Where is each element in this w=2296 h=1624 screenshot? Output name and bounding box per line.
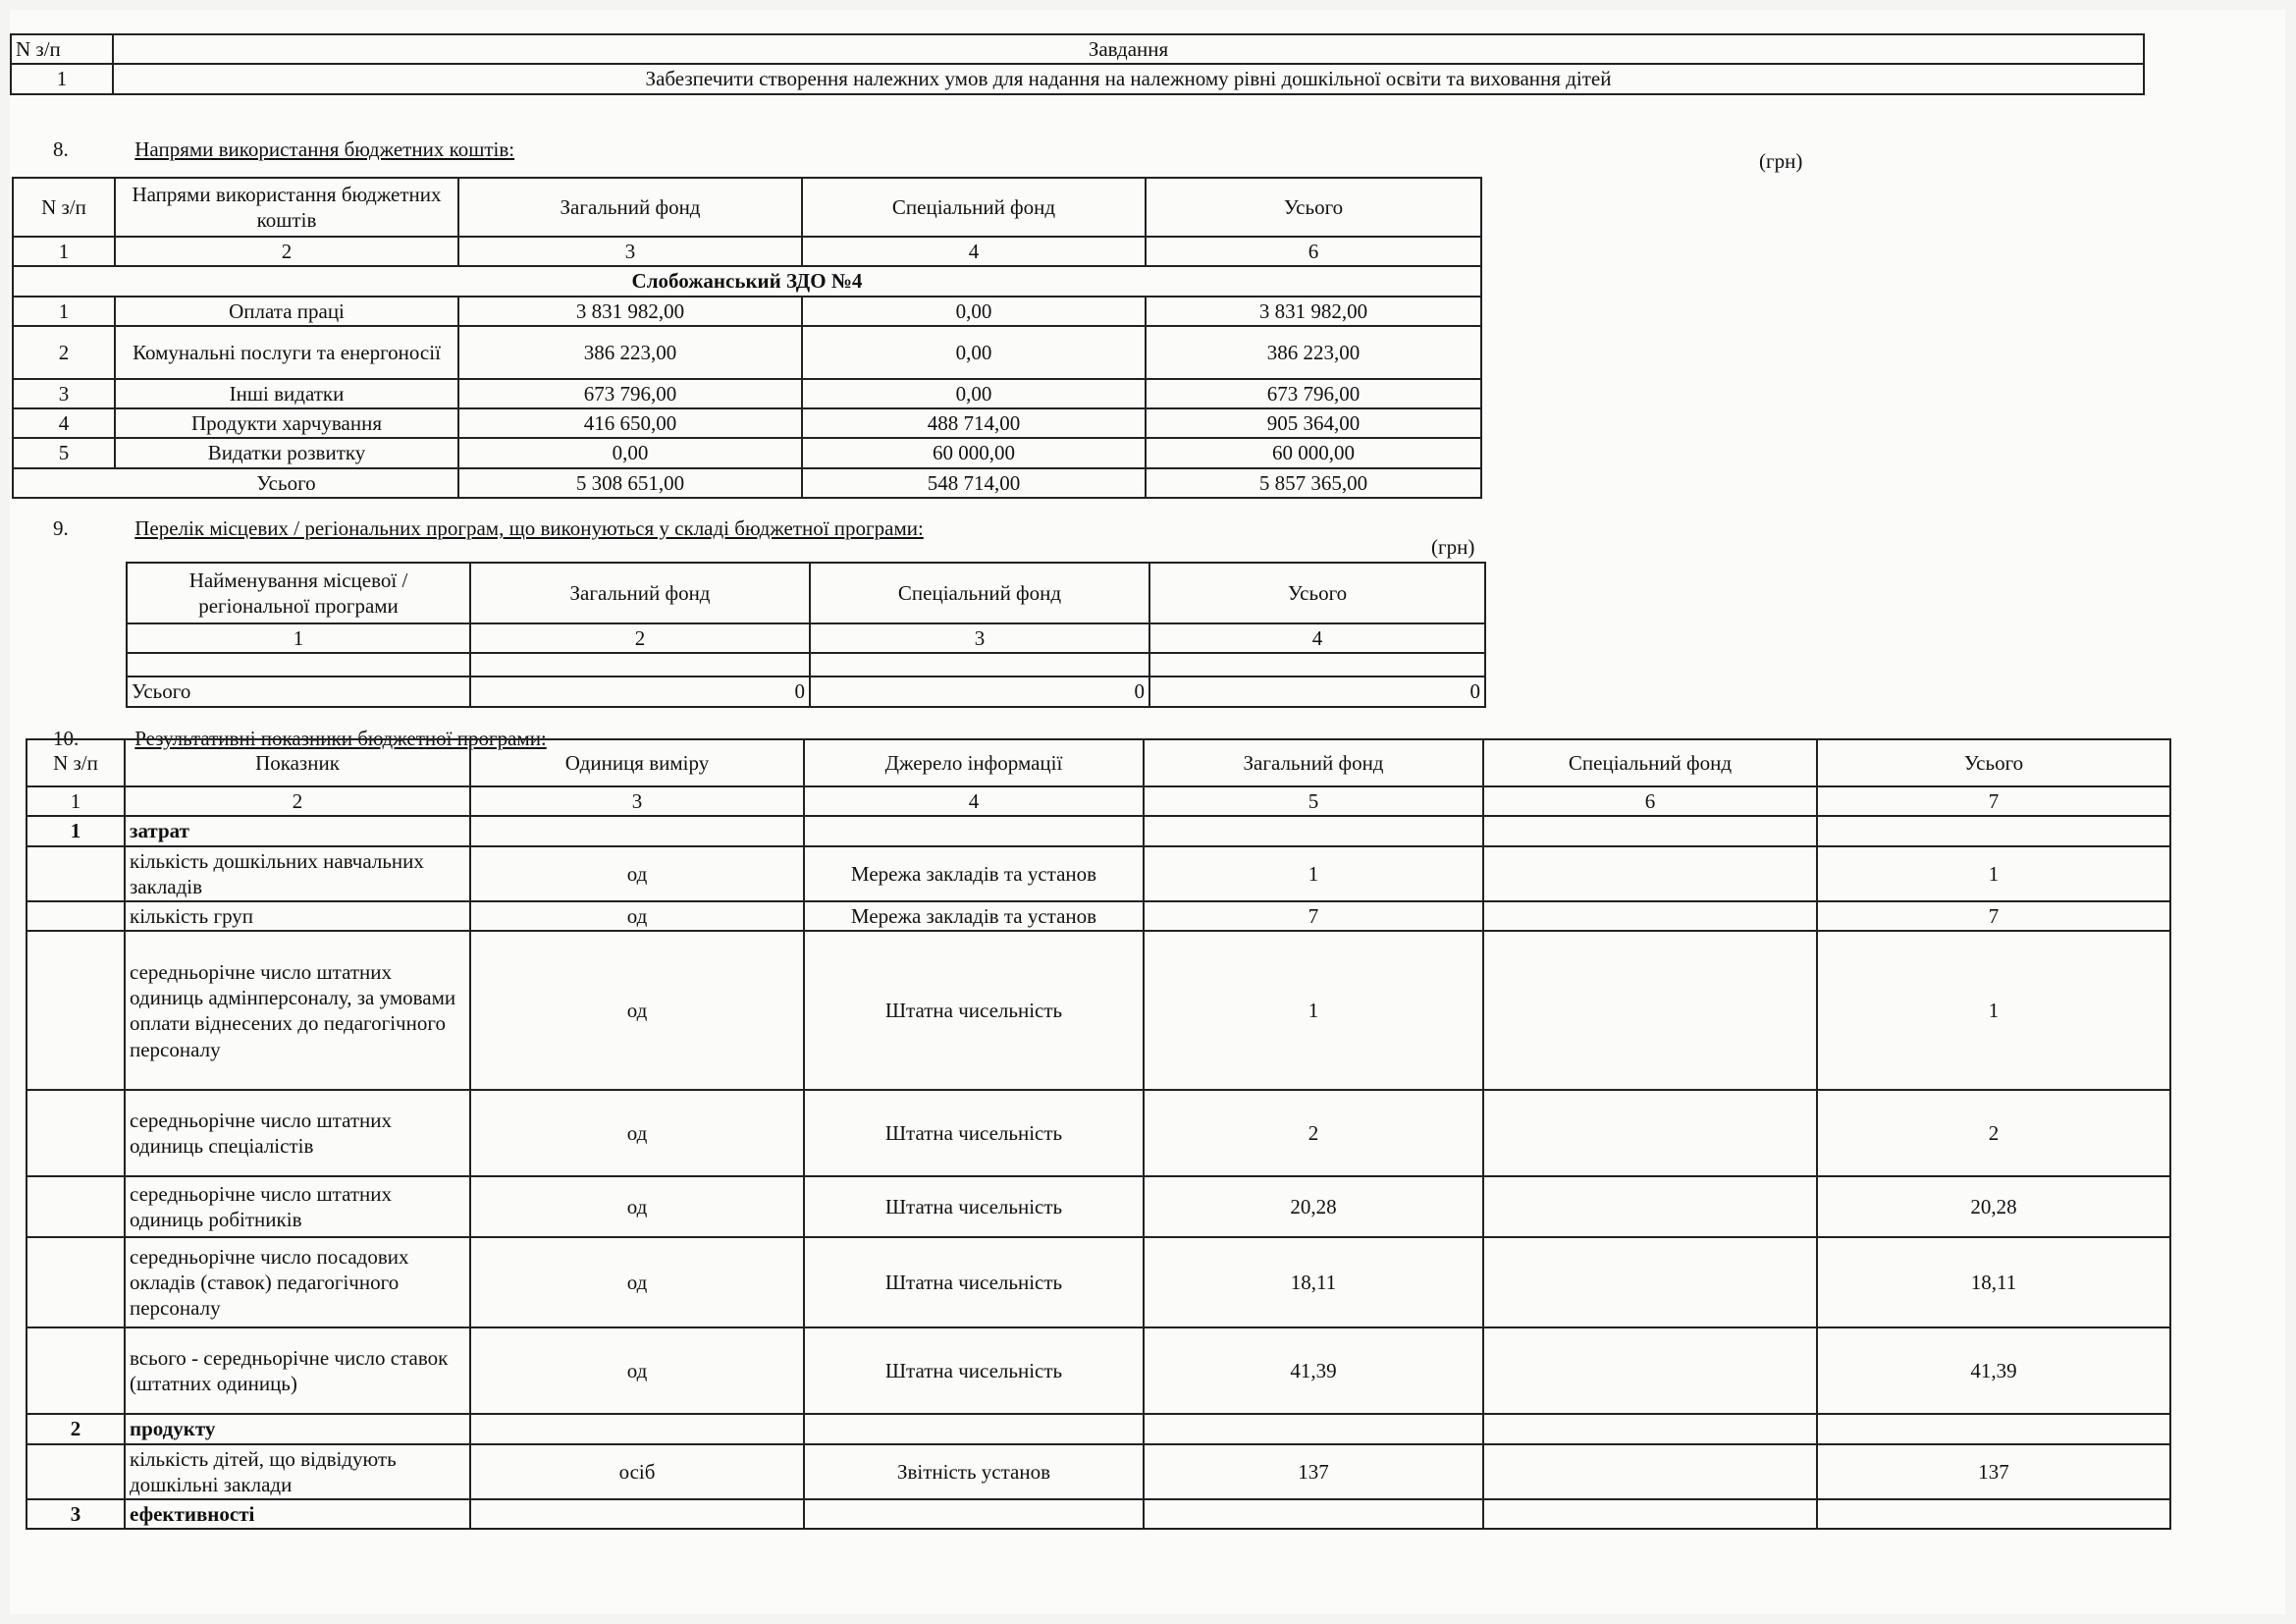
s8-row-num: 1 xyxy=(13,297,115,326)
s10-row-general: 20,28 xyxy=(1144,1176,1483,1237)
section8-title: Напрями використання бюджетних коштів: xyxy=(134,137,515,161)
s10-empty-cell xyxy=(27,846,125,902)
s8-row-name: Комунальні послуги та енергоносії xyxy=(115,326,458,379)
s10-row-source: Мережа закладів та установ xyxy=(804,846,1144,902)
s8-row-total: 673 796,00 xyxy=(1146,379,1481,408)
s10-row-source: Штатна чисельність xyxy=(804,1090,1144,1176)
s10-row-unit: од xyxy=(470,1090,804,1176)
s10-colnum: 3 xyxy=(470,786,804,816)
s10-colnum: 2 xyxy=(125,786,470,816)
s10-row-unit: од xyxy=(470,931,804,1090)
s8-row-special: 0,00 xyxy=(802,379,1146,408)
s8-total-general: 5 308 651,00 xyxy=(458,468,802,498)
s10-colnum: 4 xyxy=(804,786,1144,816)
s10-empty-cell xyxy=(804,1499,1144,1529)
s10-group-name: продукту xyxy=(125,1414,470,1443)
s10-group-name: затрат xyxy=(125,816,470,845)
s9-header-general: Загальний фонд xyxy=(470,563,810,623)
s10-header-num: N з/п xyxy=(27,739,125,786)
s10-empty-cell xyxy=(1817,1499,2170,1529)
s8-row-num: 5 xyxy=(13,438,115,467)
s8-row-general: 0,00 xyxy=(458,438,802,467)
s9-colnum: 4 xyxy=(1149,623,1485,653)
s10-row-source: Мережа закладів та установ xyxy=(804,901,1144,931)
s8-row-general: 416 650,00 xyxy=(458,408,802,438)
s10-row-total: 18,11 xyxy=(1817,1237,2170,1327)
s10-header-indicator: Показник xyxy=(125,739,470,786)
s8-colnum: 6 xyxy=(1146,237,1481,266)
col-header-task: Завдання xyxy=(113,34,2144,64)
s10-empty-cell xyxy=(27,1444,125,1500)
s8-row-special: 0,00 xyxy=(802,297,1146,326)
s8-row-special: 488 714,00 xyxy=(802,408,1146,438)
s10-row-source: Штатна чисельність xyxy=(804,1176,1144,1237)
s9-total-label: Усього xyxy=(127,677,470,706)
s10-row-unit: од xyxy=(470,1237,804,1327)
s8-row-general: 386 223,00 xyxy=(458,326,802,379)
s10-row-name: кількість дошкільних навчальних закладів xyxy=(125,846,470,902)
s9-colnum: 3 xyxy=(810,623,1149,653)
s10-row-total: 137 xyxy=(1817,1444,2170,1500)
s10-row-source: Звітність установ xyxy=(804,1444,1144,1500)
s10-empty-cell xyxy=(1483,816,1817,845)
s10-group-name: ефективності xyxy=(125,1499,470,1529)
s10-empty-cell xyxy=(1483,1414,1817,1443)
s8-total-total: 5 857 365,00 xyxy=(1146,468,1481,498)
s8-total-special: 548 714,00 xyxy=(802,468,1146,498)
s9-header-program: Найменування місцевої / регіональної програми xyxy=(127,563,470,623)
s10-row-general: 1 xyxy=(1144,846,1483,902)
s8-colnum: 3 xyxy=(458,237,802,266)
section8-num: 8. xyxy=(53,137,69,161)
s10-header-source: Джерело інформації xyxy=(804,739,1144,786)
s10-empty-cell xyxy=(1817,816,2170,845)
s10-empty-cell xyxy=(804,1414,1144,1443)
s10-group-num: 2 xyxy=(27,1414,125,1443)
s10-row-unit: од xyxy=(470,1176,804,1237)
budget-directions-table xyxy=(12,177,1482,499)
s8-total-empty xyxy=(13,468,115,498)
task-text: Забезпечити створення належних умов для надання на належному рівні дошкільної освіти та виховання дітей xyxy=(113,64,2144,93)
s8-colnum: 1 xyxy=(13,237,115,266)
s10-row-unit: од xyxy=(470,846,804,902)
s9-empty-cell xyxy=(127,653,470,677)
s10-empty-cell xyxy=(1483,1499,1817,1529)
s10-empty-cell xyxy=(470,816,804,845)
s8-group-name: Слобожанський ЗДО №4 xyxy=(13,266,1481,296)
s10-group-num: 3 xyxy=(27,1499,125,1529)
s10-empty-cell xyxy=(804,816,1144,845)
s10-header-total: Усього xyxy=(1817,739,2170,786)
s8-row-name: Оплата праці xyxy=(115,297,458,326)
s10-row-name: середньорічне число штатних одиниць робітників xyxy=(125,1176,470,1237)
s10-row-special xyxy=(1483,901,1817,931)
s8-row-num: 3 xyxy=(13,379,115,408)
s10-row-unit: осіб xyxy=(470,1444,804,1500)
document-page xyxy=(10,10,2285,1614)
task-table xyxy=(10,33,2145,95)
s10-row-general: 137 xyxy=(1144,1444,1483,1500)
s8-row-name: Видатки розвитку xyxy=(115,438,458,467)
s10-row-general: 18,11 xyxy=(1144,1237,1483,1327)
s10-row-name: кількість дітей, що відвідують дошкільні заклади xyxy=(125,1444,470,1500)
s10-row-total: 1 xyxy=(1817,931,2170,1090)
s10-row-special xyxy=(1483,931,1817,1090)
section8-heading xyxy=(53,137,514,162)
s10-row-unit: од xyxy=(470,1327,804,1414)
section9-unit: (грн) xyxy=(1431,535,1475,559)
s10-row-source: Штатна чисельність xyxy=(804,931,1144,1090)
s10-row-special xyxy=(1483,1444,1817,1500)
s10-row-name: середньорічне число посадових окладів (ставок) педагогічного персоналу xyxy=(125,1237,470,1327)
s10-row-name: всього - середньорічне число ставок (штатних одиниць) xyxy=(125,1327,470,1414)
s10-colnum: 5 xyxy=(1144,786,1483,816)
s8-row-total: 3 831 982,00 xyxy=(1146,297,1481,326)
s10-header-general: Загальний фонд xyxy=(1144,739,1483,786)
s10-row-name: середньорічне число штатних одиниць адмінперсоналу, за умовами оплати віднесених до педагогічного персоналу xyxy=(125,931,470,1090)
section9-num: 9. xyxy=(53,516,69,540)
s8-row-special: 0,00 xyxy=(802,326,1146,379)
s8-row-num: 4 xyxy=(13,408,115,438)
s10-row-total: 1 xyxy=(1817,846,2170,902)
s8-row-special: 60 000,00 xyxy=(802,438,1146,467)
s8-header-num: N з/п xyxy=(13,178,115,237)
s9-header-special: Спеціальний фонд xyxy=(810,563,1149,623)
s9-total-total: 0 xyxy=(1149,677,1485,706)
s10-colnum: 1 xyxy=(27,786,125,816)
s10-colnum: 7 xyxy=(1817,786,2170,816)
s10-empty-cell xyxy=(27,1237,125,1327)
s9-total-special: 0 xyxy=(810,677,1149,706)
s10-empty-cell xyxy=(1817,1414,2170,1443)
s10-row-special xyxy=(1483,1090,1817,1176)
s10-row-general: 1 xyxy=(1144,931,1483,1090)
s8-row-total: 60 000,00 xyxy=(1146,438,1481,467)
s10-row-general: 7 xyxy=(1144,901,1483,931)
local-programs-table xyxy=(126,562,1486,708)
s8-row-general: 3 831 982,00 xyxy=(458,297,802,326)
s10-empty-cell xyxy=(1144,1499,1483,1529)
s10-row-special xyxy=(1483,1176,1817,1237)
s9-header-total: Усього xyxy=(1149,563,1485,623)
task-num: 1 xyxy=(11,64,113,93)
s8-row-total: 386 223,00 xyxy=(1146,326,1481,379)
section9-heading xyxy=(53,516,924,541)
s9-empty-cell xyxy=(1149,653,1485,677)
s9-total-general: 0 xyxy=(470,677,810,706)
s10-row-name: середньорічне число штатних одиниць спеціалістів xyxy=(125,1090,470,1176)
section9-title: Перелік місцевих / регіональних програм, що виконуються у складі бюджетної програми: xyxy=(134,516,924,540)
s8-row-name: Продукти харчування xyxy=(115,408,458,438)
s10-empty-cell xyxy=(27,931,125,1090)
s8-header-general: Загальний фонд xyxy=(458,178,802,237)
s10-row-special xyxy=(1483,1327,1817,1414)
s10-row-special xyxy=(1483,846,1817,902)
s9-colnum: 1 xyxy=(127,623,470,653)
s10-group-num: 1 xyxy=(27,816,125,845)
s10-row-unit: од xyxy=(470,901,804,931)
s10-empty-cell xyxy=(470,1414,804,1443)
s10-empty-cell xyxy=(27,901,125,931)
col-header-num: N з/п xyxy=(11,34,113,64)
s8-row-name: Інші видатки xyxy=(115,379,458,408)
s8-row-general: 673 796,00 xyxy=(458,379,802,408)
s10-row-total: 41,39 xyxy=(1817,1327,2170,1414)
s10-empty-cell xyxy=(470,1499,804,1529)
s8-header-special: Спеціальний фонд xyxy=(802,178,1146,237)
s10-row-name: кількість груп xyxy=(125,901,470,931)
s10-row-source: Штатна чисельність xyxy=(804,1237,1144,1327)
section8-unit: (грн) xyxy=(1759,149,1803,173)
s10-row-source: Штатна чисельність xyxy=(804,1327,1144,1414)
s10-colnum: 6 xyxy=(1483,786,1817,816)
s10-empty-cell xyxy=(1144,816,1483,845)
s10-row-general: 2 xyxy=(1144,1090,1483,1176)
s8-total-label: Усього xyxy=(115,468,458,498)
s10-empty-cell xyxy=(27,1327,125,1414)
s8-colnum: 4 xyxy=(802,237,1146,266)
s10-row-total: 2 xyxy=(1817,1090,2170,1176)
s9-colnum: 2 xyxy=(470,623,810,653)
s8-row-num: 2 xyxy=(13,326,115,379)
s10-row-general: 41,39 xyxy=(1144,1327,1483,1414)
s8-header-total: Усього xyxy=(1146,178,1481,237)
s9-empty-cell xyxy=(470,653,810,677)
s10-row-special xyxy=(1483,1237,1817,1327)
s10-header-special: Спеціальний фонд xyxy=(1483,739,1817,786)
section10-num: 10. xyxy=(53,727,80,750)
s10-empty-cell xyxy=(27,1176,125,1237)
performance-indicators-table xyxy=(26,738,2171,1530)
section10-title: Результативні показники бюджетної програми: xyxy=(134,727,547,750)
s8-colnum: 2 xyxy=(115,237,458,266)
s10-empty-cell xyxy=(27,1090,125,1176)
s8-header-direction: Напрями використання бюджетних коштів xyxy=(115,178,458,237)
s10-empty-cell xyxy=(1144,1414,1483,1443)
s8-row-total: 905 364,00 xyxy=(1146,408,1481,438)
s10-header-unit: Одиниця виміру xyxy=(470,739,804,786)
s10-row-total: 20,28 xyxy=(1817,1176,2170,1237)
s10-row-total: 7 xyxy=(1817,901,2170,931)
s9-empty-cell xyxy=(810,653,1149,677)
